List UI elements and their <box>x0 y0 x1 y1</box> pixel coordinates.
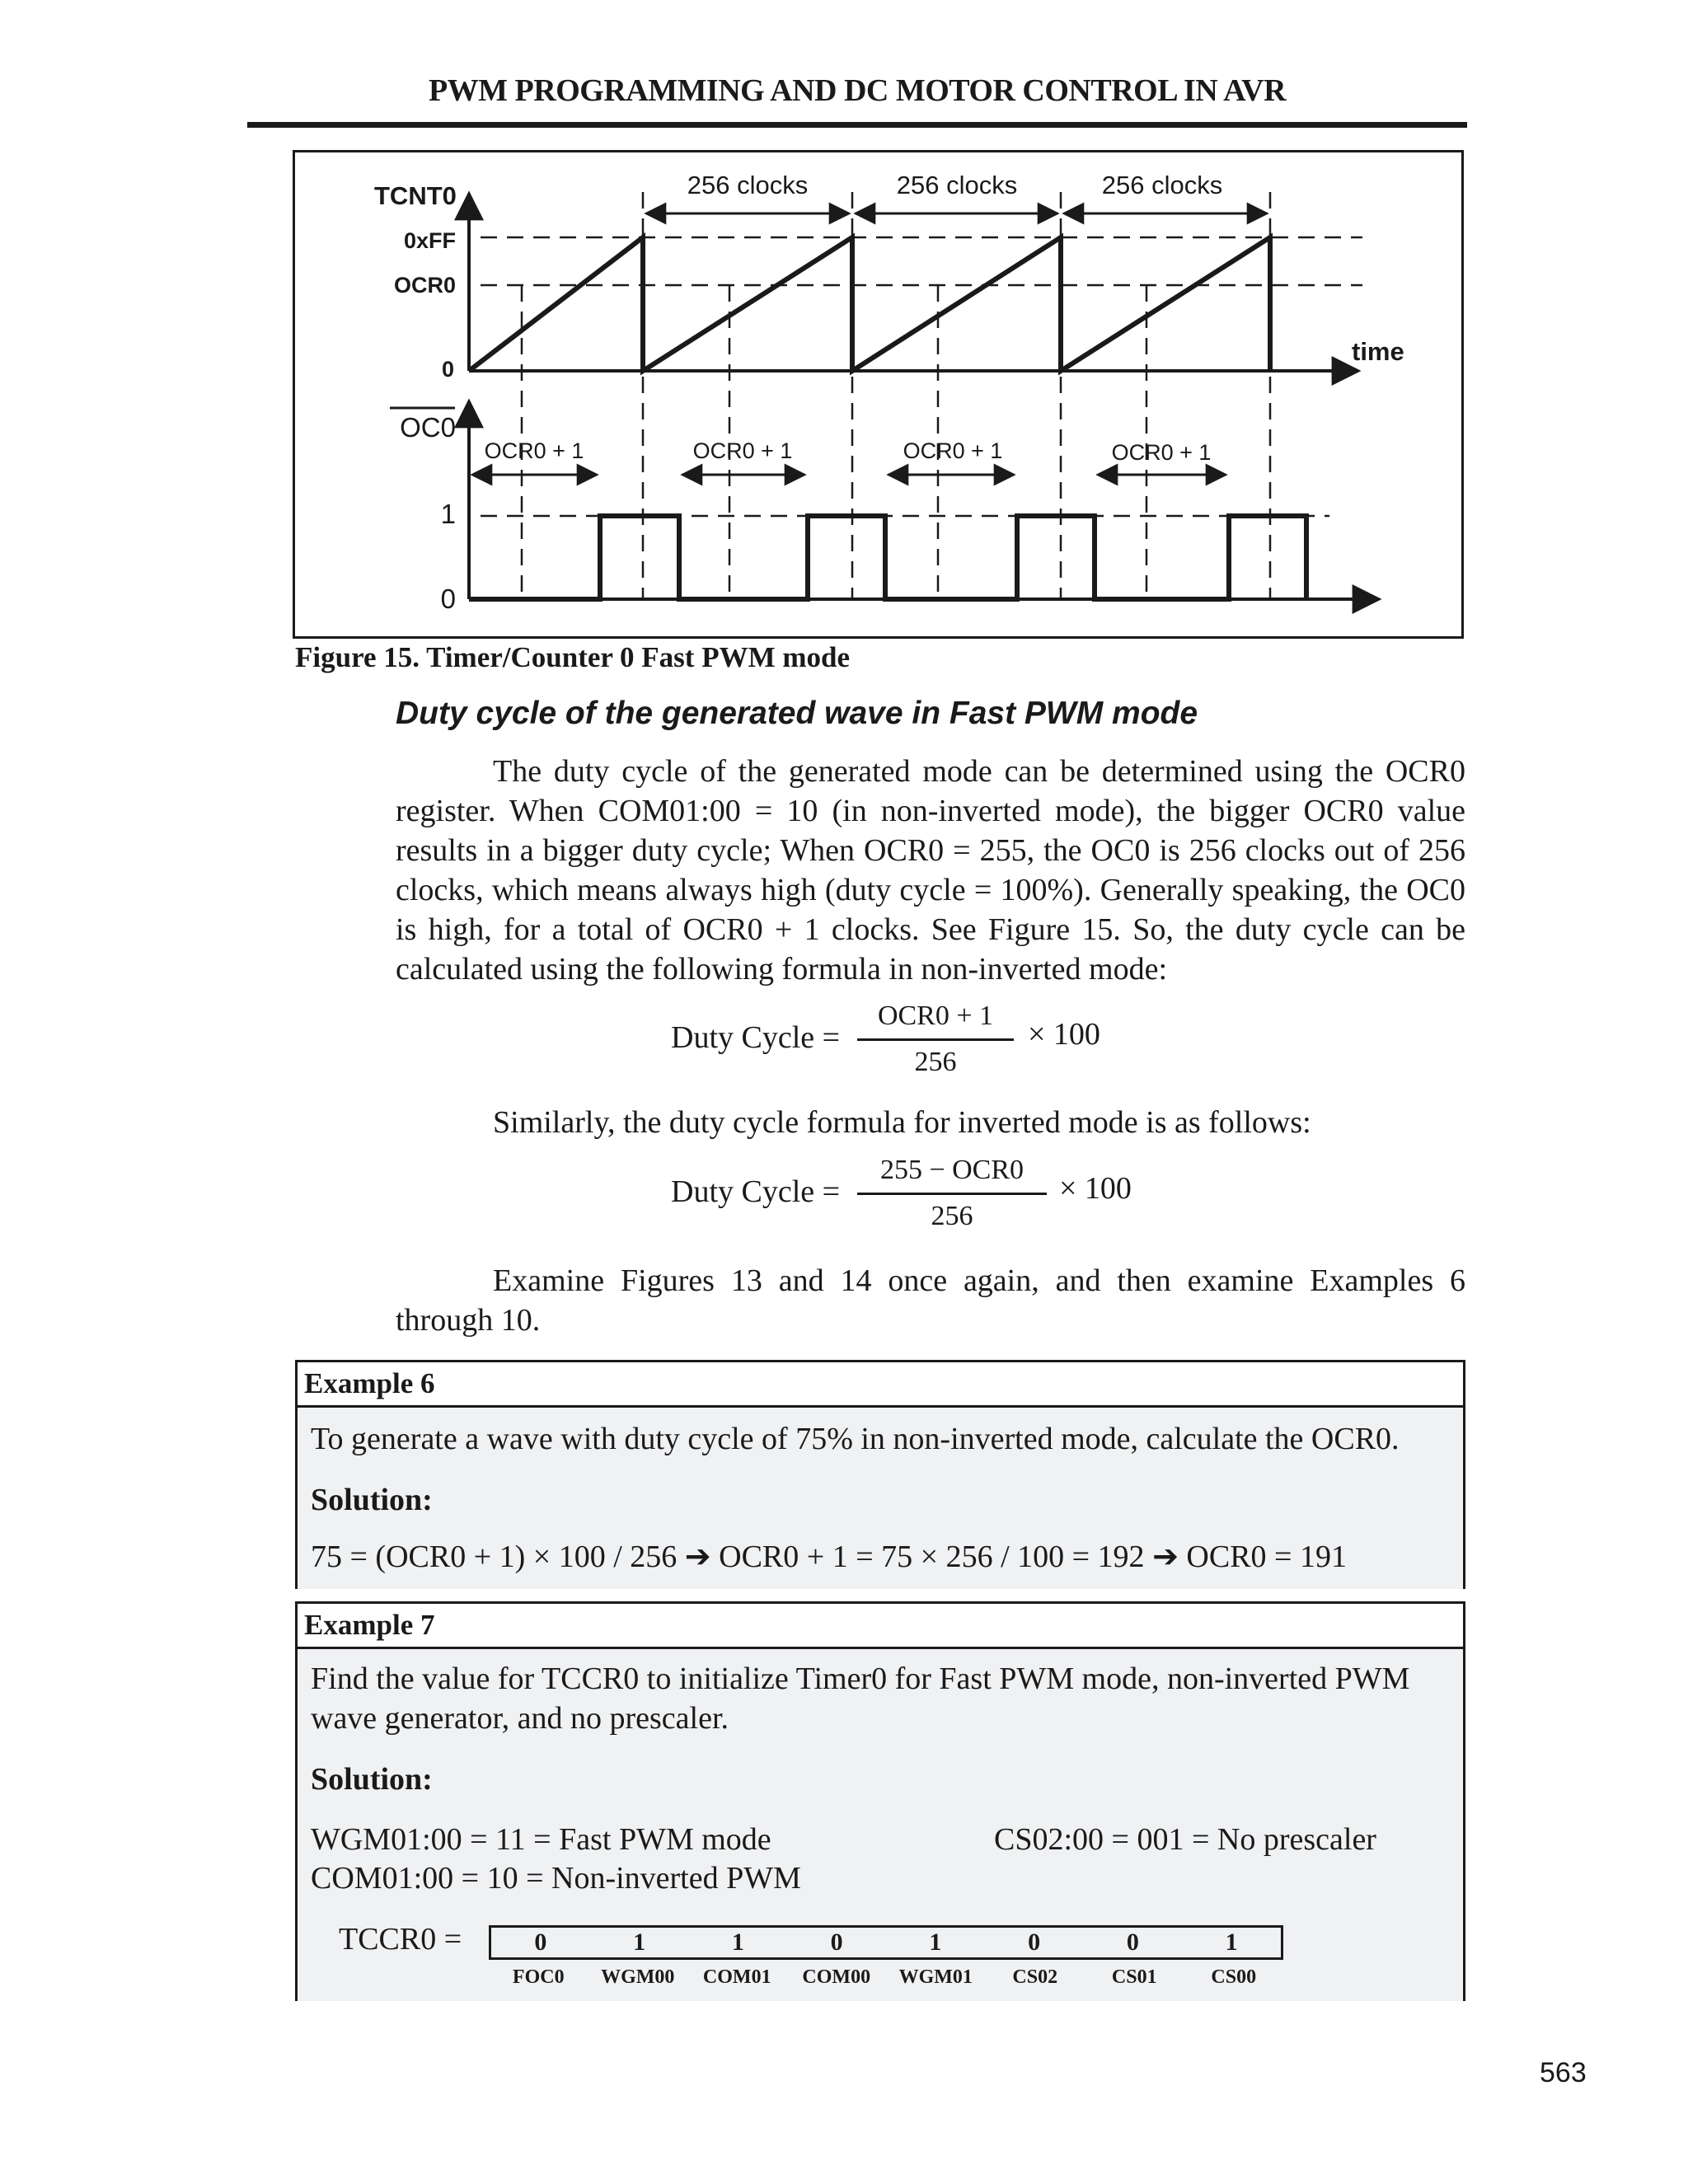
bit-foc0: 0 <box>534 1929 547 1956</box>
right-arrow-icon: ➔ <box>684 1538 711 1574</box>
label-ocr0-plus-1-b: OCR0 + 1 <box>692 438 793 463</box>
bit-name-cs00: CS00 <box>1211 1966 1257 1988</box>
bit-cs02: 0 <box>1028 1929 1041 1956</box>
example-7-com-line: COM01:00 = 10 = Non-inverted PWM <box>311 1861 801 1896</box>
example-6-solution <box>311 1536 1347 1577</box>
label-256-clocks-2: 256 clocks <box>896 171 1018 199</box>
paragraph-3 <box>396 1261 1465 1340</box>
formula-2-denominator: 256 <box>931 1201 973 1231</box>
figure-caption: Figure 15. Timer/Counter 0 Fast PWM mode <box>295 641 851 673</box>
page-number: 563 <box>1540 2057 1587 2088</box>
pwm-waveform <box>469 516 1306 599</box>
formula-1-numerator: OCR0 + 1 <box>877 1001 994 1031</box>
bit-com00: 0 <box>830 1929 843 1956</box>
example-7-wgm-line: WGM01:00 = 11 = Fast PWM mode <box>311 1822 771 1857</box>
timing-diagram <box>295 152 1466 641</box>
section-heading: Duty cycle of the generated wave in Fast PWM mode <box>396 696 1198 731</box>
sawtooth-waveform <box>469 237 1270 371</box>
paragraph-2: Similarly, the duty cycle formula for inverted mode is as follows: <box>493 1105 1311 1140</box>
label-oc0: OC0 <box>400 412 456 443</box>
bit-name-wgm00: WGM00 <box>601 1966 675 1988</box>
example-6-box <box>295 1360 1465 1589</box>
header-rule <box>247 122 1467 128</box>
bit-name-com01: COM01 <box>702 1966 771 1988</box>
tccr0-bit-names <box>489 1966 1283 1989</box>
label-ocr0-plus-1-d: OCR0 + 1 <box>1111 440 1212 465</box>
example-7-title: Example 7 <box>298 1604 1463 1649</box>
example-6-solution-label: Solution: <box>311 1483 433 1517</box>
label-tcnt0: TCNT0 <box>374 181 457 210</box>
label-0xff: 0xFF <box>403 228 456 253</box>
example-7-cs-line: CS02:00 = 001 = No prescaler <box>994 1822 1376 1857</box>
paragraph-1-text: The duty cycle of the generated mode can be determined using the OCR0 register. When COM01:00 = 10 (in non-inverted mode), the bigger OCR0 value results in a bigger duty cycle; When OCR0 = 255, the OC0 is 256 clocks out of 256 clocks, which means always high (duty cycle = 100%). Generally speaking, the OC0 is high, for a total of OCR0 + 1 clocks. See Figure 15. So, the duty cycle can be calculated using the following formula in non-inverted mode: <box>396 754 1465 987</box>
label-one: 1 <box>440 499 456 529</box>
formula-2-multiplier: × 100 <box>1059 1171 1132 1206</box>
bit-name-com00: COM00 <box>802 1966 871 1988</box>
label-zero-top: 0 <box>441 357 454 382</box>
bit-wgm01: 1 <box>929 1929 942 1956</box>
bit-cs01: 0 <box>1126 1929 1139 1956</box>
example-7-body <box>298 1649 1463 2001</box>
bit-com01: 1 <box>731 1929 744 1956</box>
right-arrow-icon: ➔ <box>1152 1538 1179 1574</box>
label-ocr0: OCR0 <box>393 273 456 298</box>
paragraph-1 <box>396 752 1465 989</box>
formula-2-numerator: 255 − OCR0 <box>879 1155 1025 1185</box>
formula-1-lhs: Duty Cycle = <box>671 1020 841 1055</box>
example-7-box <box>295 1601 1465 2001</box>
example-6-question: To generate a wave with duty cycle of 75% in non-inverted mode, calculate the OCR0. <box>311 1422 1400 1456</box>
label-zero-bottom: 0 <box>440 583 456 614</box>
formula-1-multiplier: × 100 <box>1028 1017 1100 1052</box>
bit-name-cs01: CS01 <box>1111 1966 1157 1988</box>
label-ocr0-plus-1-a: OCR0 + 1 <box>484 438 584 463</box>
label-ocr0-plus-1-c: OCR0 + 1 <box>903 438 1003 463</box>
running-header: PWM PROGRAMMING AND DC MOTOR CONTROL IN AVR <box>428 73 1287 108</box>
bit-name-wgm01: WGM01 <box>898 1966 973 1988</box>
example-6-solution-part1: 75 = (OCR0 + 1) × 100 / 256 <box>311 1540 678 1574</box>
example-6-body <box>298 1408 1463 1589</box>
example-7-solution-label: Solution: <box>311 1762 433 1797</box>
label-time: time <box>1352 337 1404 366</box>
example-7-question: Find the value for TCCR0 to initialize Timer0 for Fast PWM mode, non-inverted PWM wave generator, and no prescaler. <box>311 1661 1410 1736</box>
example-6-title: Example 6 <box>298 1362 1463 1408</box>
tccr0-label: TCCR0 = <box>339 1922 462 1957</box>
formula-1-denominator: 256 <box>914 1047 957 1077</box>
label-256-clocks-1: 256 clocks <box>687 171 809 199</box>
formula-2-fraction-bar <box>857 1193 1047 1195</box>
bit-wgm00: 1 <box>633 1929 646 1956</box>
example-6-solution-part2: OCR0 + 1 = 75 × 256 / 100 = 192 <box>719 1540 1145 1574</box>
bit-cs00: 1 <box>1225 1929 1238 1956</box>
label-256-clocks-3: 256 clocks <box>1101 171 1223 199</box>
figure-15 <box>293 150 1464 639</box>
bit-name-cs02: CS02 <box>1012 1966 1058 1988</box>
tccr0-register <box>489 1925 1283 1960</box>
paragraph-3-text: Examine Figures 13 and 14 once again, and then examine Examples 6 through 10. <box>396 1263 1465 1338</box>
example-6-solution-part3: OCR0 = 191 <box>1186 1540 1347 1574</box>
formula-2-lhs: Duty Cycle = <box>671 1174 841 1209</box>
formula-1-fraction-bar <box>857 1038 1014 1041</box>
bit-name-foc0: FOC0 <box>512 1966 565 1988</box>
